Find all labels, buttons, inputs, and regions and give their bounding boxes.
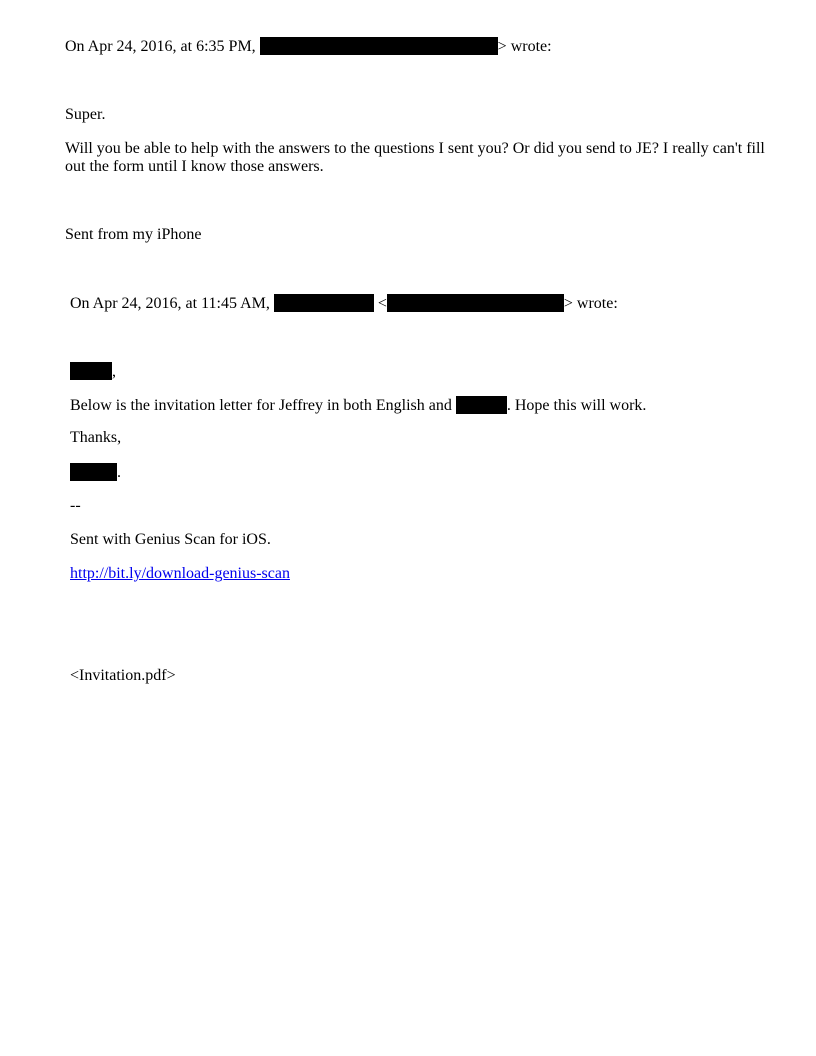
quoted-header-suffix: > wrote:: [563, 295, 618, 312]
quoted-body-prefix: Below is the invitation letter for Jeffrey in both English and: [70, 397, 452, 414]
outer-greeting: Super.: [65, 106, 106, 123]
attachment-label[interactable]: <Invitation.pdf>: [70, 667, 176, 684]
scan-note: Sent with Genius Scan for iOS.: [70, 531, 271, 548]
outer-body: Will you be able to help with the answers to the questions I sent you? Or did you send to JE? I really can't fill out the form until I know those answers.: [65, 140, 765, 175]
outer-header-suffix: > wrote:: [497, 38, 552, 55]
redacted-name: [274, 294, 374, 312]
outer-signature: Sent from my iPhone: [65, 226, 202, 243]
quoted-body-suffix: . Hope this will work.: [506, 397, 647, 414]
outer-header-prefix: On Apr 24, 2016, at 6:35 PM,: [65, 38, 256, 55]
quoted-sign: [70, 463, 121, 482]
outer-header: [65, 37, 552, 56]
genius-scan-link[interactable]: http://bit.ly/download-genius-scan: [70, 565, 290, 582]
quoted-body: [70, 396, 646, 415]
quoted-salutation: [70, 362, 116, 381]
quoted-header: [70, 294, 618, 313]
sign-punct: .: [117, 464, 121, 481]
redacted-signature: [70, 463, 117, 481]
redacted-language: [456, 396, 507, 414]
redacted-sender: [260, 37, 498, 55]
quoted-header-prefix: On Apr 24, 2016, at 11:45 AM,: [70, 295, 270, 312]
quoted-separator: --: [70, 497, 81, 514]
scan-link-line: [70, 565, 290, 583]
salutation-punct: ,: [112, 363, 116, 380]
quoted-header-lt: <: [377, 295, 387, 312]
redacted-recipient: [70, 362, 112, 380]
quoted-thanks: Thanks,: [70, 429, 122, 446]
redacted-email: [387, 294, 564, 312]
